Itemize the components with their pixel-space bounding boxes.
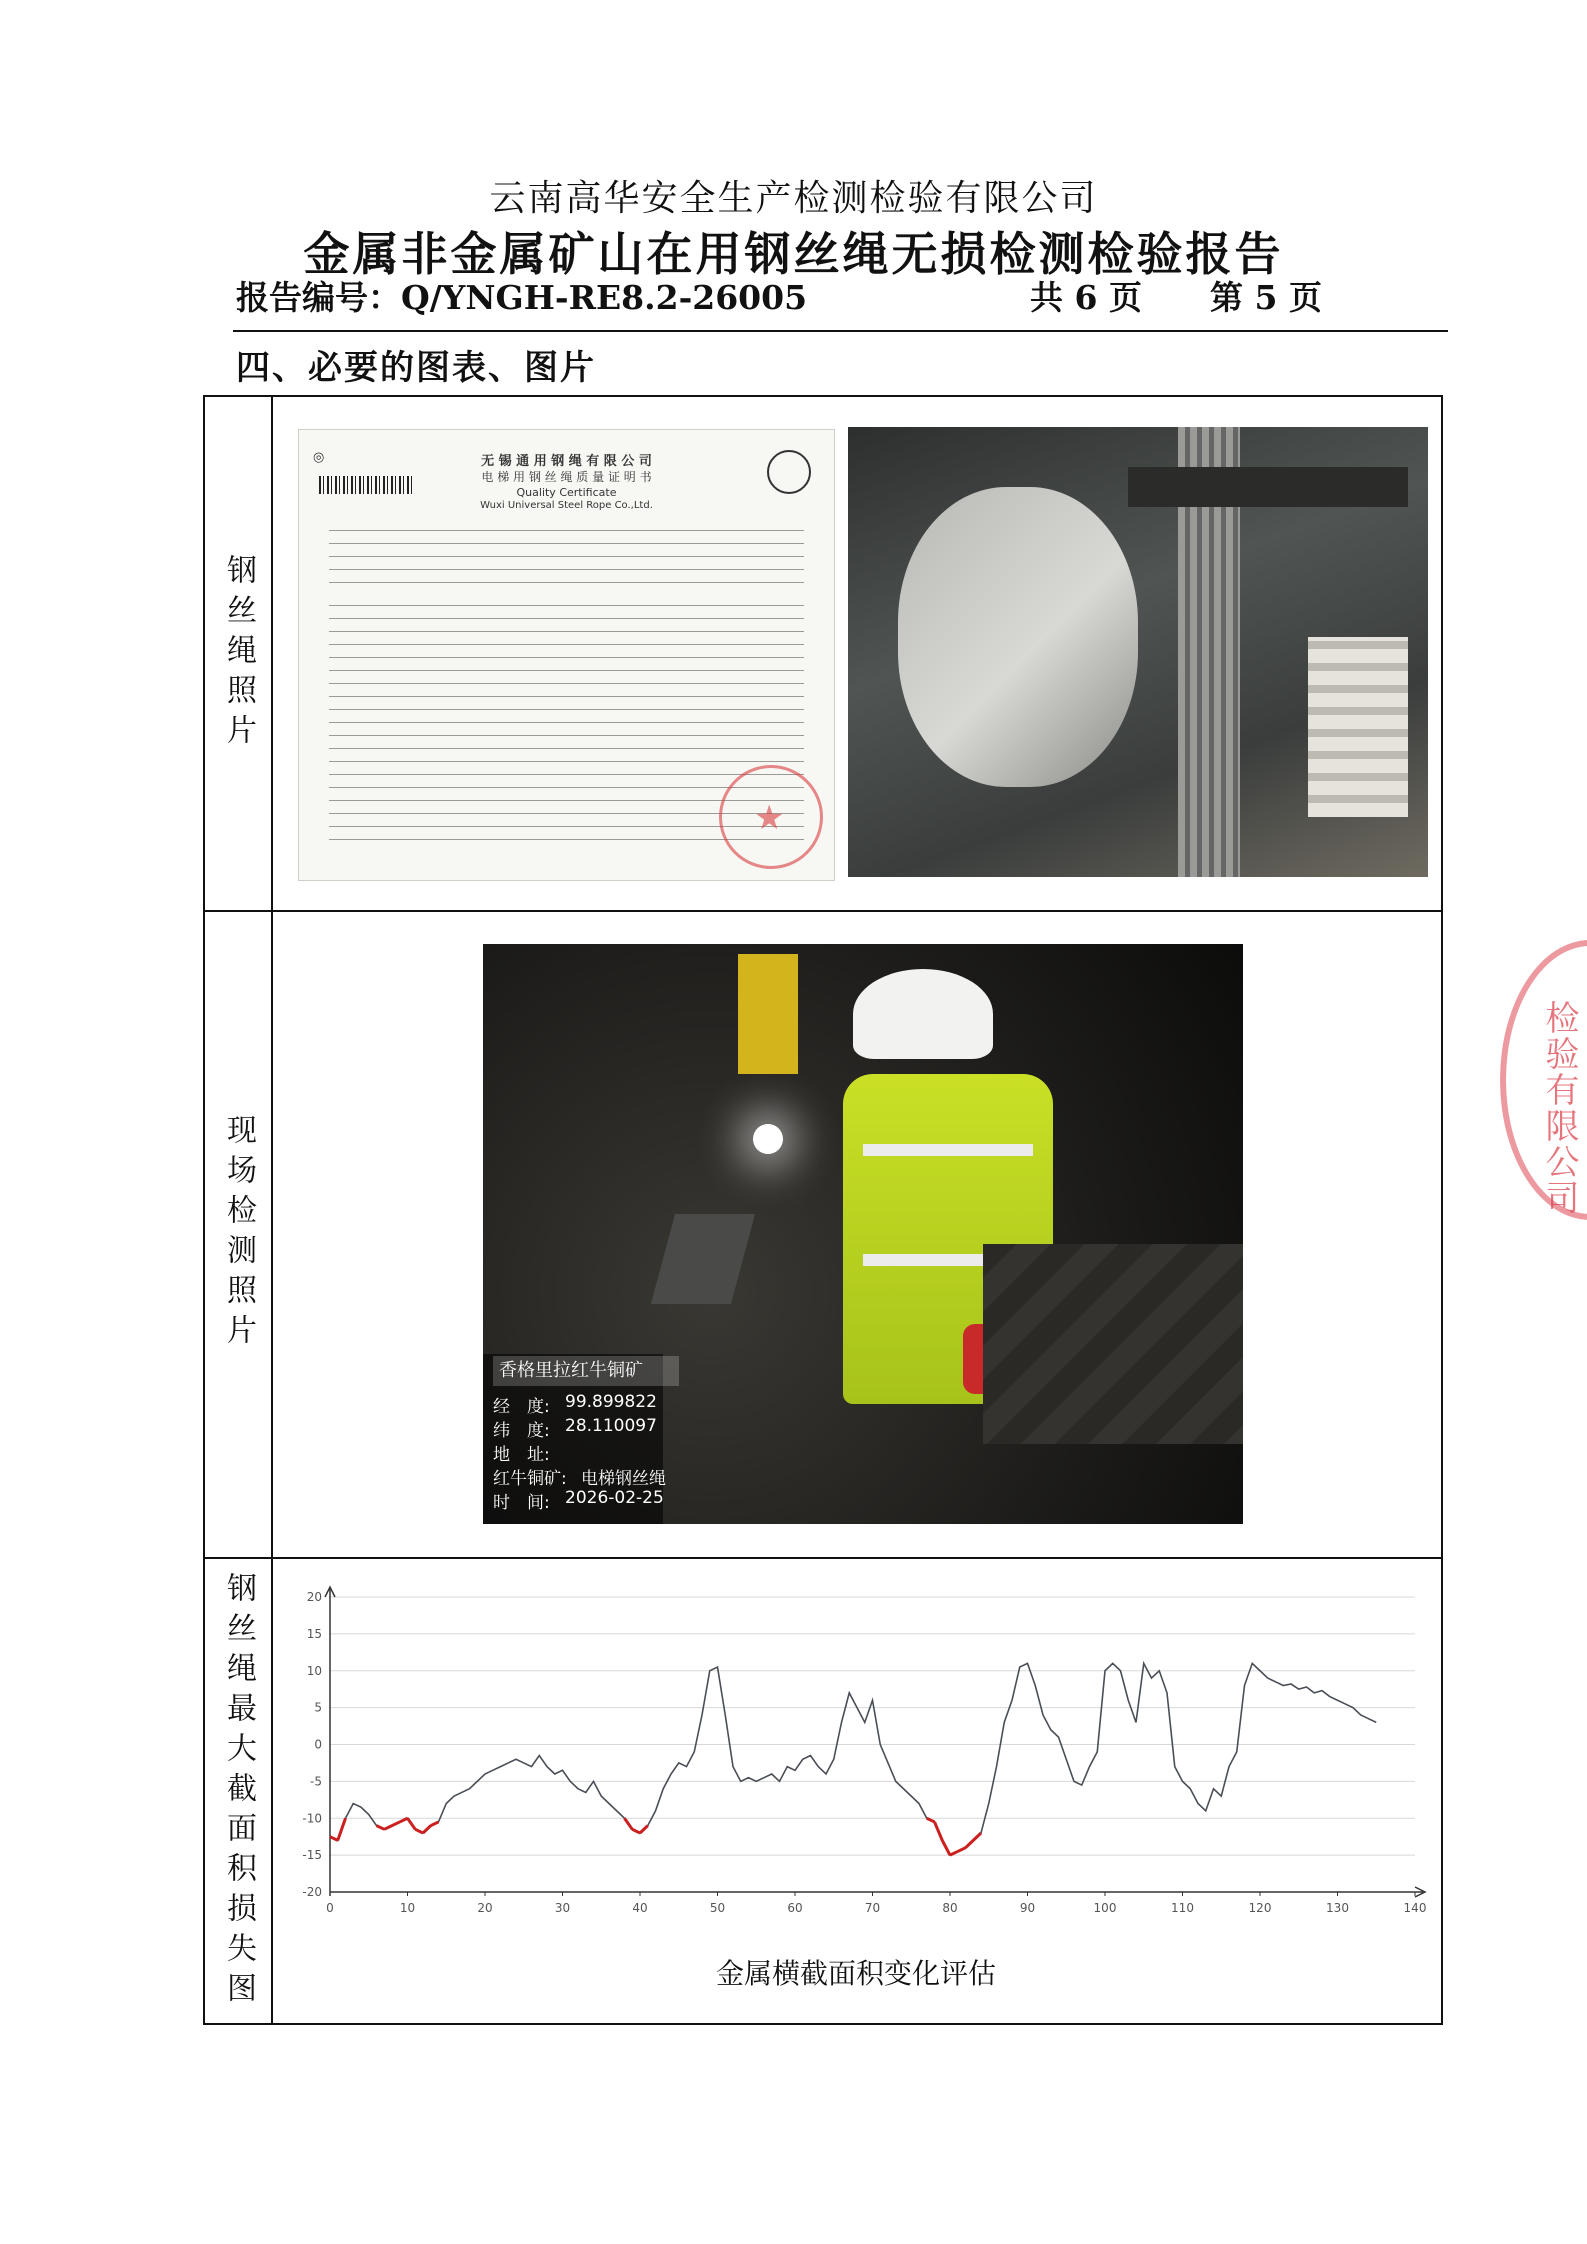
chart-title: 金属横截面积变化评估 (715, 1957, 996, 1990)
y-tick-label: 0 (314, 1737, 322, 1752)
photo-longitude-label: 经 度: (493, 1397, 550, 1417)
series-line (330, 1663, 1376, 1855)
company-name: 云南高华安全生产检测检验有限公司 (489, 178, 1098, 219)
x-tick-label: 70 (864, 1901, 881, 1915)
label-column-divider (271, 397, 273, 2023)
row-divider-2 (205, 1557, 1441, 1559)
photo-latitude-value: 28.110097 (565, 1416, 657, 1436)
site-inspection-photo (483, 944, 1243, 1524)
loss-highlight-segment (392, 1822, 400, 1826)
wire-rope-photo (848, 427, 1428, 877)
y-tick-label: 5 (314, 1700, 322, 1715)
photo-latitude-label: 纬 度: (493, 1421, 550, 1441)
chart-series (330, 1663, 1376, 1855)
page-number: 第 5 页 (1210, 278, 1322, 317)
photo-time-label: 时 间: (493, 1493, 550, 1513)
x-tick-label: 110 (1171, 1901, 1194, 1915)
row-label-loss-chart: 钢丝绳最大截面积损失图 (221, 1572, 256, 2012)
x-tick-label: 40 (632, 1901, 648, 1915)
y-tick-label: 10 (306, 1663, 322, 1678)
loss-highlight-segment (625, 1818, 633, 1829)
section-title: 四、必要的图表、图片 (236, 348, 596, 388)
loss-highlight-segment (935, 1822, 943, 1840)
loss-highlight-segment (973, 1833, 981, 1840)
x-tick-label: 90 (1019, 1901, 1036, 1915)
y-tick-label: -15 (302, 1848, 322, 1863)
loss-highlight-segment (927, 1818, 935, 1822)
x-tick-label: 140 (1403, 1901, 1427, 1915)
section-loss-chart (300, 1577, 1430, 1937)
x-tick-label: 80 (942, 1901, 958, 1915)
row-label-site-photo: 现场检测照片 (221, 1113, 256, 1354)
loss-highlight-segment (423, 1826, 431, 1833)
row-divider-1 (205, 910, 1441, 912)
x-tick-label: 20 (477, 1901, 493, 1915)
cert-doc-en: Quality Certificate (516, 486, 617, 499)
photo-location-title: 香格里拉红牛铜矿 (493, 1356, 679, 1386)
loss-highlight-segment (338, 1818, 346, 1840)
report-title: 金属非金属矿山在用钢丝绳无损检测检验报告 (303, 227, 1284, 281)
loss-highlight-segment (415, 1829, 423, 1833)
report-number: 报告编号：Q/YNGH-RE8.2-26005 (236, 278, 808, 317)
certification-mark-icon (767, 450, 811, 494)
loss-highlight-segment (377, 1826, 385, 1830)
loss-highlight-segment (966, 1840, 974, 1847)
x-tick-label: 10 (399, 1901, 416, 1915)
y-tick-label: 20 (306, 1590, 322, 1604)
cert-logo-icon: ◎ (313, 450, 325, 465)
loss-highlight-segment (942, 1840, 950, 1855)
loss-highlight-segment (431, 1822, 439, 1826)
photo-address-label: 地 址: (493, 1445, 550, 1465)
quality-certificate-image (298, 429, 835, 881)
photo-note-value: 电梯钢丝绳 (581, 1469, 666, 1489)
loss-highlight-segment (632, 1829, 640, 1833)
y-tick-label: 15 (306, 1626, 322, 1641)
loss-highlight-segment (400, 1818, 408, 1822)
photo-time-value: 2026-02-25 (565, 1488, 664, 1508)
cert-company-cn: 无 锡 通 用 钢 绳 有 限 公 司 (481, 454, 652, 469)
chart-ticks (302, 1590, 1426, 1915)
y-tick-label: -5 (310, 1774, 322, 1789)
red-seal-stamp: ★ (719, 765, 823, 869)
side-seal-text: 检验有限公司 (1539, 1000, 1579, 1216)
loss-highlight-segment (408, 1818, 416, 1829)
cert-doc-cn: 电 梯 用 钢 丝 绳 质 量 证 明 书 (481, 470, 652, 484)
x-tick-label: 30 (554, 1901, 571, 1915)
x-tick-label: 60 (787, 1901, 803, 1915)
loss-highlight-segment (950, 1851, 958, 1855)
x-tick-label: 50 (709, 1901, 726, 1915)
row-label-rope-photo: 钢丝绳照片 (221, 553, 256, 754)
x-tick-label: 130 (1326, 1901, 1349, 1915)
photo-longitude-value: 99.899822 (565, 1392, 657, 1412)
page-count: 共 6 页 (1030, 278, 1142, 317)
header-rule (233, 330, 1448, 332)
loss-highlight-segment (384, 1826, 392, 1830)
x-tick-label: 0 (326, 1901, 334, 1915)
cert-company-en: Wuxi Universal Steel Rope Co.,Ltd. (480, 500, 653, 511)
x-tick-label: 100 (1093, 1901, 1117, 1915)
y-tick-label: -10 (302, 1811, 322, 1826)
x-tick-label: 120 (1248, 1901, 1272, 1915)
loss-highlight-segment (958, 1848, 966, 1852)
chart-grid (330, 1597, 1415, 1892)
photo-note-label: 红牛铜矿: (493, 1469, 567, 1489)
loss-highlight-segment (640, 1826, 648, 1833)
y-tick-label: -20 (302, 1885, 322, 1899)
figures-table (203, 395, 1443, 2025)
